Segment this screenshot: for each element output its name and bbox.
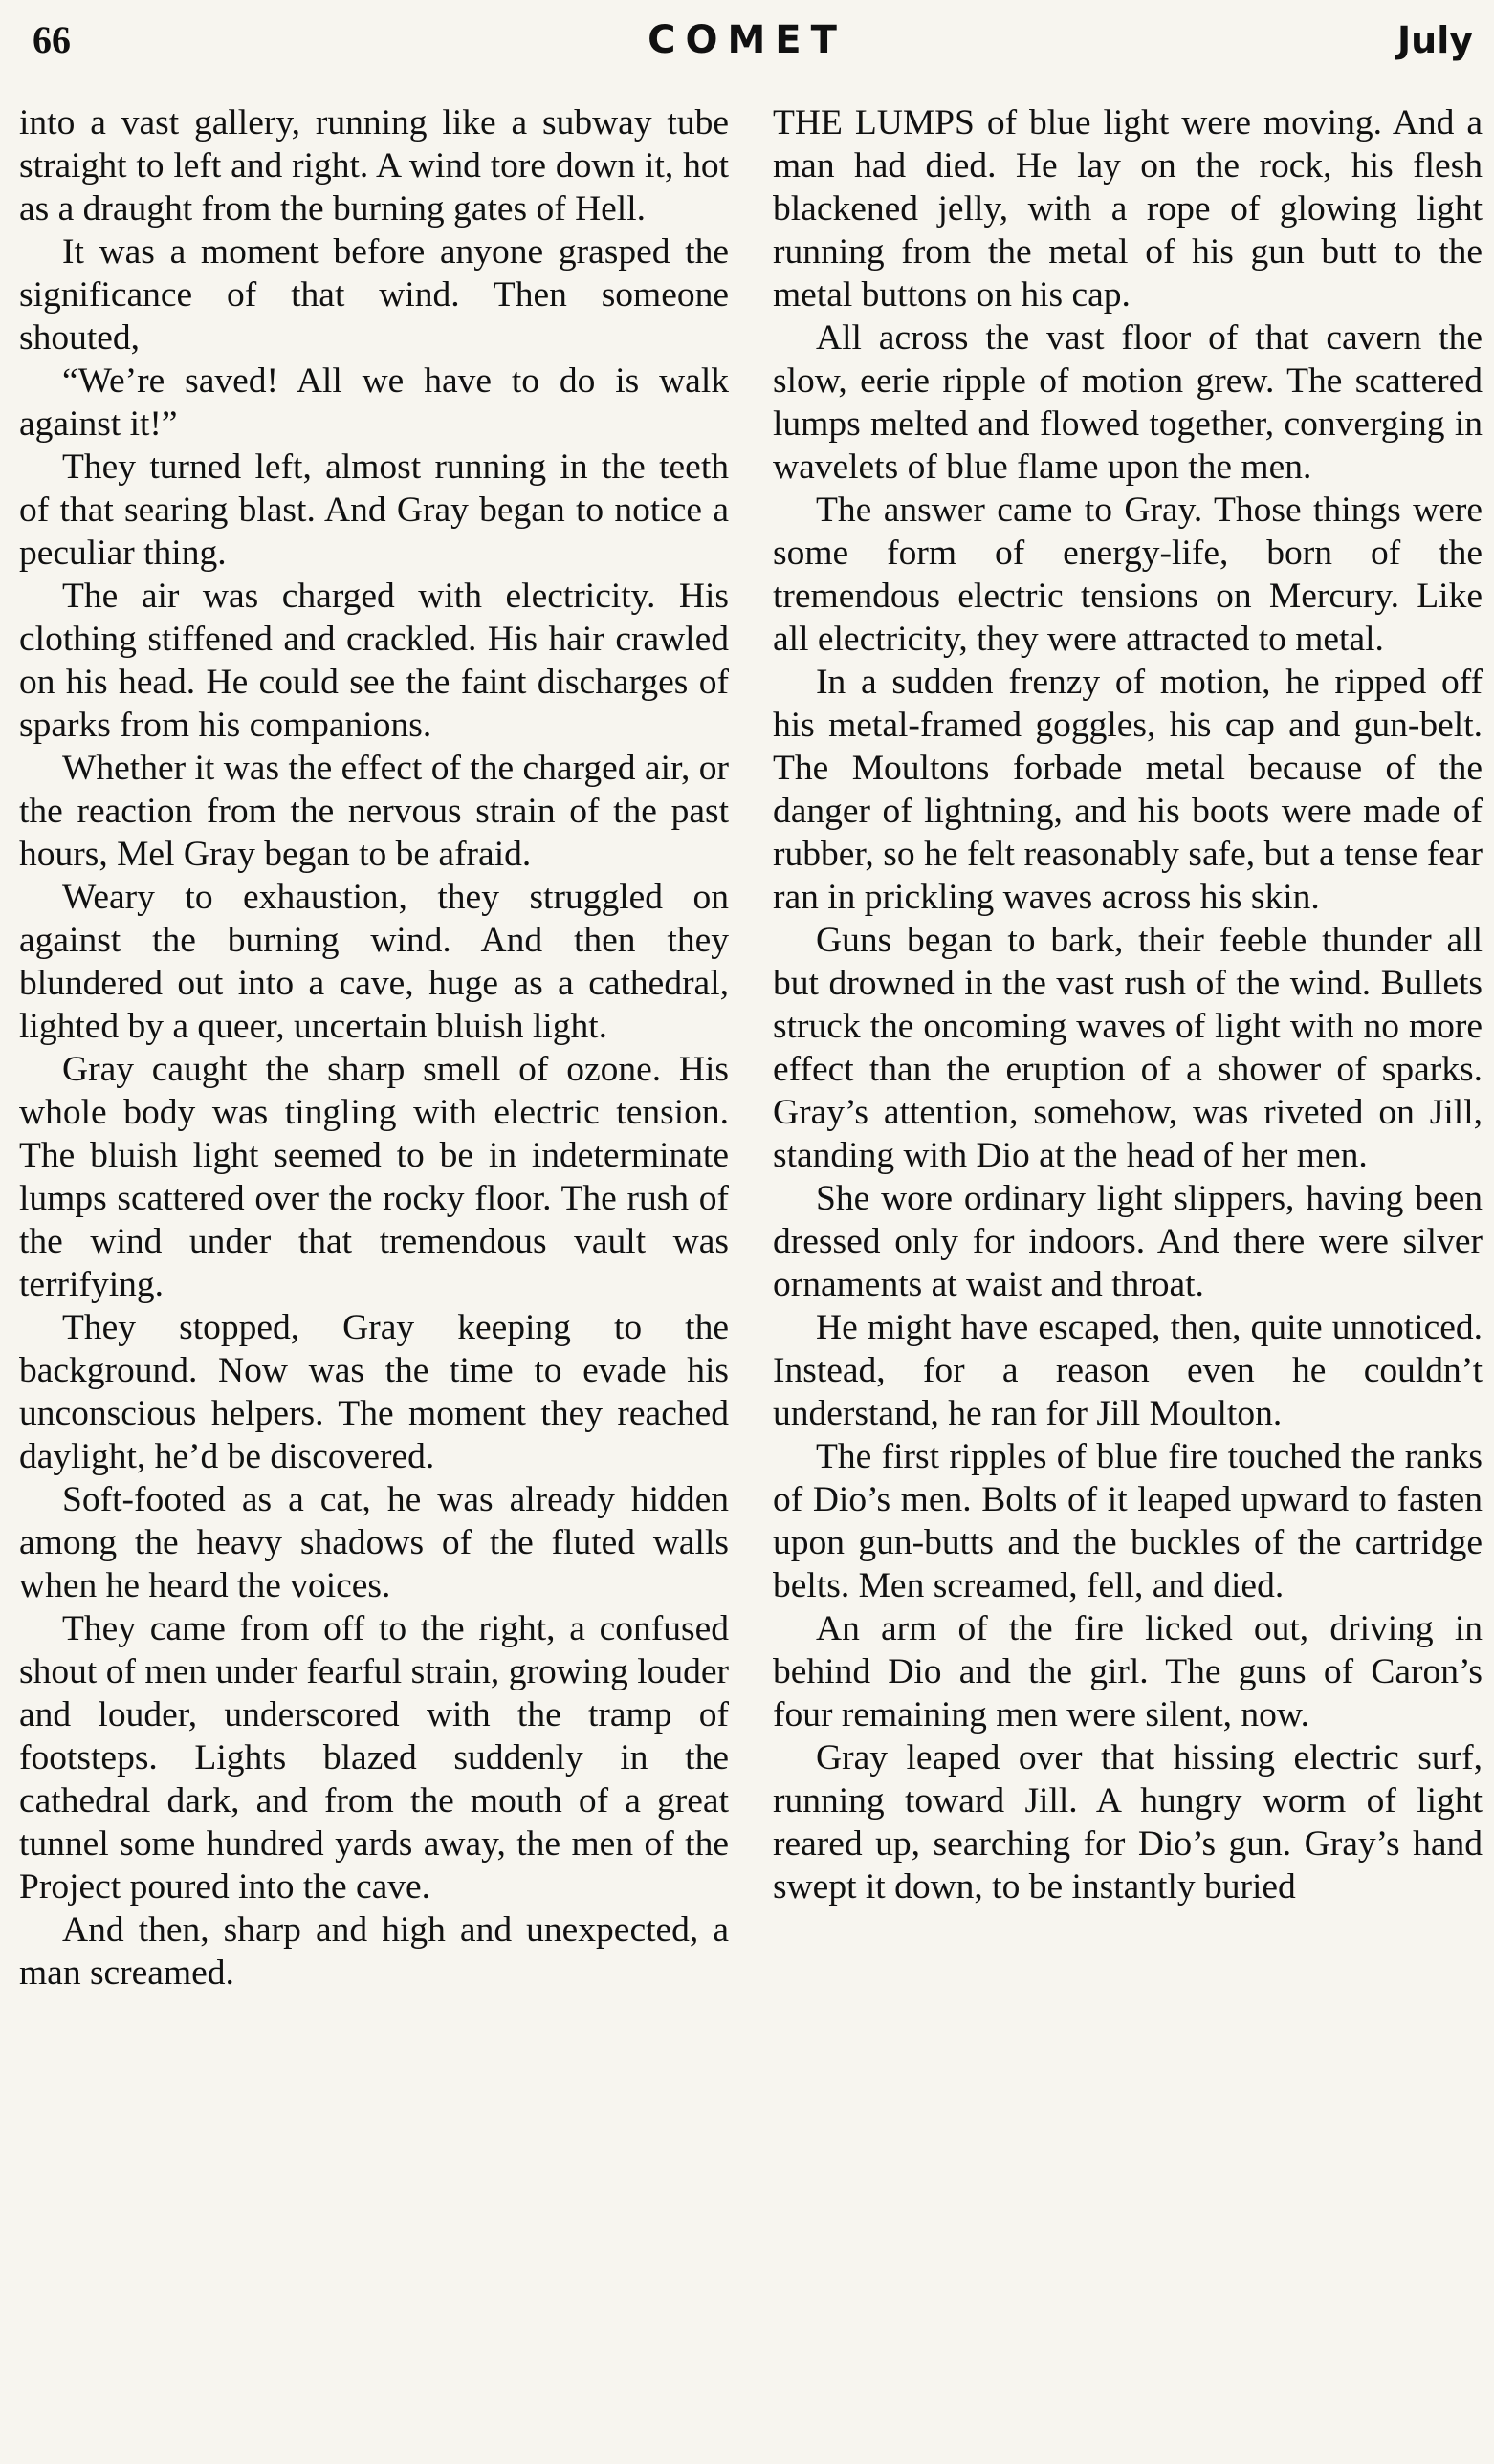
paragraph: “We’re saved! All we have to do is walk against it!”: [19, 361, 729, 444]
paragraph: Whether it was the effect of the charged air, or the reaction from the nervous strain of the past hours, Mel Gray began to be afraid.: [19, 749, 729, 874]
page-number: 66: [33, 18, 71, 61]
paragraph: into a vast gallery, running like a subway tube straight to left and right. A wind tore down it, hot as a draught from the burning gates of Hell.: [19, 103, 729, 229]
paragraph: Guns began to bark, their feeble thunder all but drowned in the vast rush of the wind. Bullets struck the oncoming waves of light with no more effect than the eruption of a shower of sparks. Gray’s attention, somehow, was riveted on Jill, standing with Dio at the head of her men.: [773, 921, 1483, 1175]
magazine-title: COMET: [648, 18, 846, 62]
paragraph: It was a moment before anyone grasped the significance of that wind. Then someone shouted,: [19, 232, 729, 358]
paragraph: All across the vast floor of that cavern the slow, eerie ripple of motion grew. The scattered lumps melted and flowed together, converging in wavelets of blue flame upon the men.: [773, 318, 1483, 487]
paragraph: He might have escaped, then, quite unnoticed. Instead, for a reason even he couldn’t understand, he ran for Jill Moulton.: [773, 1308, 1483, 1433]
paragraph: They came from off to the right, a confused shout of men under fearful strain, growing louder and louder, underscored with the tramp of footsteps. Lights blazed suddenly in the cathedral dark, and from the mouth of a great tunnel some hundred yards away, the men of the Project poured into the cave.: [19, 1609, 729, 1907]
paragraph: Gray caught the sharp smell of ozone. His whole body was tingling with electric tension. The bluish light seemed to be in indeterminate lumps scattered over the rocky floor. The rush of the wind under that tremendous vault was terrifying.: [19, 1050, 729, 1304]
paragraph: And then, sharp and high and unexpected, a man screamed.: [19, 1910, 729, 1993]
right-column: [773, 101, 1483, 1908]
left-column: [19, 101, 729, 1995]
issue-month: July: [1397, 19, 1473, 61]
paragraph: Soft-footed as a cat, he was already hidden among the heavy shadows of the fluted walls when he heard the voices.: [19, 1480, 729, 1605]
paragraph: Weary to exhaustion, they struggled on against the burning wind. And then they blundered out into a cave, huge as a cathedral, lighted by a queer, uncertain bluish light.: [19, 878, 729, 1046]
paragraph: In a sudden frenzy of motion, he ripped off his metal-framed goggles, his cap and gun-belt. The Moultons forbade metal because of the danger of lightning, and his boots were made of rubber, so he felt reasonably safe, but a tense fear ran in prickling waves across his skin.: [773, 663, 1483, 917]
paragraph: THE LUMPS of blue light were moving. And a man had died. He lay on the rock, his flesh blackened jelly, with a rope of glowing light running from the metal of his gun butt to the metal buttons on his cap.: [773, 103, 1483, 315]
paragraph: They turned left, almost running in the teeth of that searing blast. And Gray began to notice a peculiar thing.: [19, 447, 729, 573]
paragraph: She wore ordinary light slippers, having been dressed only for indoors. And there were silver ornaments at waist and throat.: [773, 1179, 1483, 1304]
paragraph: An arm of the fire licked out, driving in behind Dio and the girl. The guns of Caron’s four remaining men were silent, now.: [773, 1609, 1483, 1734]
paragraph: The first ripples of blue fire touched the ranks of Dio’s men. Bolts of it leaped upward to fasten upon gun-butts and the buckles of the cartridge belts. Men screamed, fell, and died.: [773, 1437, 1483, 1605]
paragraph: The answer came to Gray. Those things were some form of energy-life, born of the tremendous electric tensions on Mercury. Like all electricity, they were attracted to metal.: [773, 491, 1483, 659]
paragraph: Gray leaped over that hissing electric surf, running toward Jill. A hungry worm of light reared up, searching for Dio’s gun. Gray’s hand swept it down, to be instantly buried: [773, 1738, 1483, 1907]
paragraph: They stopped, Gray keeping to the background. Now was the time to evade his unconscious helpers. The moment they reached daylight, he’d be discovered.: [19, 1308, 729, 1476]
page-header: [0, 8, 1494, 84]
paragraph: The air was charged with electricity. His clothing stiffened and crackled. His hair crawled on his head. He could see the faint discharges of sparks from his companions.: [19, 577, 729, 745]
